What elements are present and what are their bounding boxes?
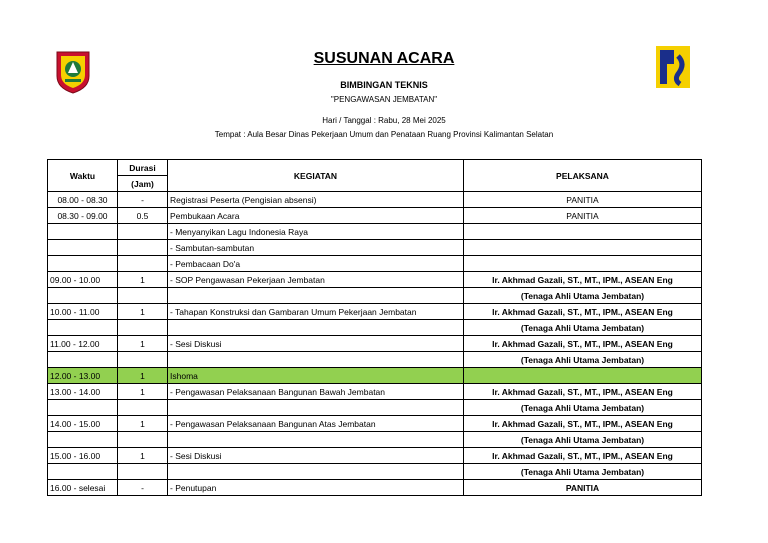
- duration-cell: [118, 400, 168, 416]
- time-cell: 13.00 - 14.00: [48, 384, 118, 400]
- header-executor: PELAKSANA: [464, 160, 702, 192]
- activity-cell: [168, 464, 464, 480]
- time-cell: 08.30 - 09.00: [48, 208, 118, 224]
- table-row: [48, 464, 702, 480]
- table-row: [48, 352, 702, 368]
- activity-cell: - Sesi Diskusi: [168, 448, 464, 464]
- time-cell: 09.00 - 10.00: [48, 272, 118, 288]
- header-duration-unit: (Jam): [118, 176, 168, 192]
- duration-cell: [118, 256, 168, 272]
- time-cell: [48, 432, 118, 448]
- activity-cell: [168, 288, 464, 304]
- table-row: [48, 368, 702, 384]
- header-duration: Durasi: [118, 160, 168, 176]
- activity-cell: Ishoma: [168, 368, 464, 384]
- executor-cell: [464, 224, 702, 240]
- duration-cell: -: [118, 192, 168, 208]
- activity-cell: - Sesi Diskusi: [168, 336, 464, 352]
- duration-cell: [118, 432, 168, 448]
- duration-cell: [118, 288, 168, 304]
- duration-cell: 1: [118, 272, 168, 288]
- duration-cell: [118, 320, 168, 336]
- activity-cell: [168, 320, 464, 336]
- place-line: Tempat : Aula Besar Dinas Pekerjaan Umum dan Penataan Ruang Provinsi Kalimantan Selatan: [214, 130, 554, 139]
- time-cell: 12.00 - 13.00: [48, 368, 118, 384]
- duration-cell: [118, 464, 168, 480]
- table-row: [48, 240, 702, 256]
- duration-cell: [118, 352, 168, 368]
- time-cell: [48, 288, 118, 304]
- time-cell: [48, 464, 118, 480]
- activity-cell: Registrasi Peserta (Pengisian absensi): [168, 192, 464, 208]
- duration-cell: [118, 240, 168, 256]
- executor-cell: Ir. Akhmad Gazali, ST., MT., IPM., ASEAN Eng: [464, 304, 702, 320]
- activity-cell: - Pengawasan Pelaksanaan Bangunan Atas Jembatan: [168, 416, 464, 432]
- executor-cell: (Tenaga Ahli Utama Jembatan): [464, 288, 702, 304]
- date-line: Hari / Tanggal : Rabu, 28 Mei 2025: [322, 116, 446, 125]
- table-row: [48, 384, 702, 400]
- executor-cell: PANITIA: [464, 192, 702, 208]
- activity-cell: - Menyanyikan Lagu Indonesia Raya: [168, 224, 464, 240]
- duration-cell: -: [118, 480, 168, 496]
- executor-cell: (Tenaga Ahli Utama Jembatan): [464, 400, 702, 416]
- table-row: [48, 416, 702, 432]
- table-row: [48, 288, 702, 304]
- agenda-table: [47, 159, 702, 496]
- executor-cell: Ir. Akhmad Gazali, ST., MT., IPM., ASEAN Eng: [464, 416, 702, 432]
- table-row: [48, 208, 702, 224]
- duration-cell: 1: [118, 304, 168, 320]
- table-row: [48, 304, 702, 320]
- table-row: [48, 320, 702, 336]
- activity-cell: - SOP Pengawasan Pekerjaan Jembatan: [168, 272, 464, 288]
- activity-cell: - Penutupan: [168, 480, 464, 496]
- executor-cell: (Tenaga Ahli Utama Jembatan): [464, 464, 702, 480]
- executor-cell: (Tenaga Ahli Utama Jembatan): [464, 432, 702, 448]
- time-cell: [48, 352, 118, 368]
- executor-cell: PANITIA: [464, 480, 702, 496]
- time-cell: 14.00 - 15.00: [48, 416, 118, 432]
- executor-cell: [464, 256, 702, 272]
- time-cell: 16.00 - selesai: [48, 480, 118, 496]
- time-cell: [48, 400, 118, 416]
- activity-cell: [168, 352, 464, 368]
- activity-cell: [168, 400, 464, 416]
- activity-cell: - Pembacaan Do'a: [168, 256, 464, 272]
- executor-cell: Ir. Akhmad Gazali, ST., MT., IPM., ASEAN Eng: [464, 272, 702, 288]
- document-title: SUSUNAN ACARA: [313, 50, 455, 67]
- executor-cell: Ir. Akhmad Gazali, ST., MT., IPM., ASEAN Eng: [464, 336, 702, 352]
- executor-cell: PANITIA: [464, 208, 702, 224]
- table-row: [48, 272, 702, 288]
- table-row: [48, 224, 702, 240]
- activity-cell: Pembukaan Acara: [168, 208, 464, 224]
- executor-cell: (Tenaga Ahli Utama Jembatan): [464, 320, 702, 336]
- time-cell: 10.00 - 11.00: [48, 304, 118, 320]
- duration-cell: 1: [118, 416, 168, 432]
- table-row: [48, 336, 702, 352]
- time-cell: [48, 320, 118, 336]
- header-activity: KEGIATAN: [168, 160, 464, 192]
- agenda-body: [48, 192, 702, 496]
- executor-cell: [464, 240, 702, 256]
- executor-cell: [464, 368, 702, 384]
- document-theme: "PENGAWASAN JEMBATAN": [330, 95, 438, 104]
- document-subtitle: BIMBINGAN TEKNIS: [340, 80, 428, 90]
- time-cell: [48, 256, 118, 272]
- activity-cell: [168, 432, 464, 448]
- executor-cell: (Tenaga Ahli Utama Jembatan): [464, 352, 702, 368]
- table-row: [48, 256, 702, 272]
- executor-cell: Ir. Akhmad Gazali, ST., MT., IPM., ASEAN Eng: [464, 384, 702, 400]
- table-row: [48, 448, 702, 464]
- activity-cell: - Pengawasan Pelaksanaan Bangunan Bawah Jembatan: [168, 384, 464, 400]
- activity-cell: - Sambutan-sambutan: [168, 240, 464, 256]
- activity-cell: - Tahapan Konstruksi dan Gambaran Umum Pekerjaan Jembatan: [168, 304, 464, 320]
- table-row: [48, 400, 702, 416]
- duration-cell: 1: [118, 384, 168, 400]
- time-cell: [48, 240, 118, 256]
- executor-cell: Ir. Akhmad Gazali, ST., MT., IPM., ASEAN Eng: [464, 448, 702, 464]
- duration-cell: 1: [118, 368, 168, 384]
- time-cell: 11.00 - 12.00: [48, 336, 118, 352]
- time-cell: 08.00 - 08.30: [48, 192, 118, 208]
- duration-cell: 1: [118, 448, 168, 464]
- time-cell: [48, 224, 118, 240]
- header-time: Waktu: [48, 160, 118, 192]
- duration-cell: 1: [118, 336, 168, 352]
- duration-cell: 0.5: [118, 208, 168, 224]
- table-row: [48, 432, 702, 448]
- time-cell: 15.00 - 16.00: [48, 448, 118, 464]
- table-row: [48, 480, 702, 496]
- table-row: [48, 192, 702, 208]
- duration-cell: [118, 224, 168, 240]
